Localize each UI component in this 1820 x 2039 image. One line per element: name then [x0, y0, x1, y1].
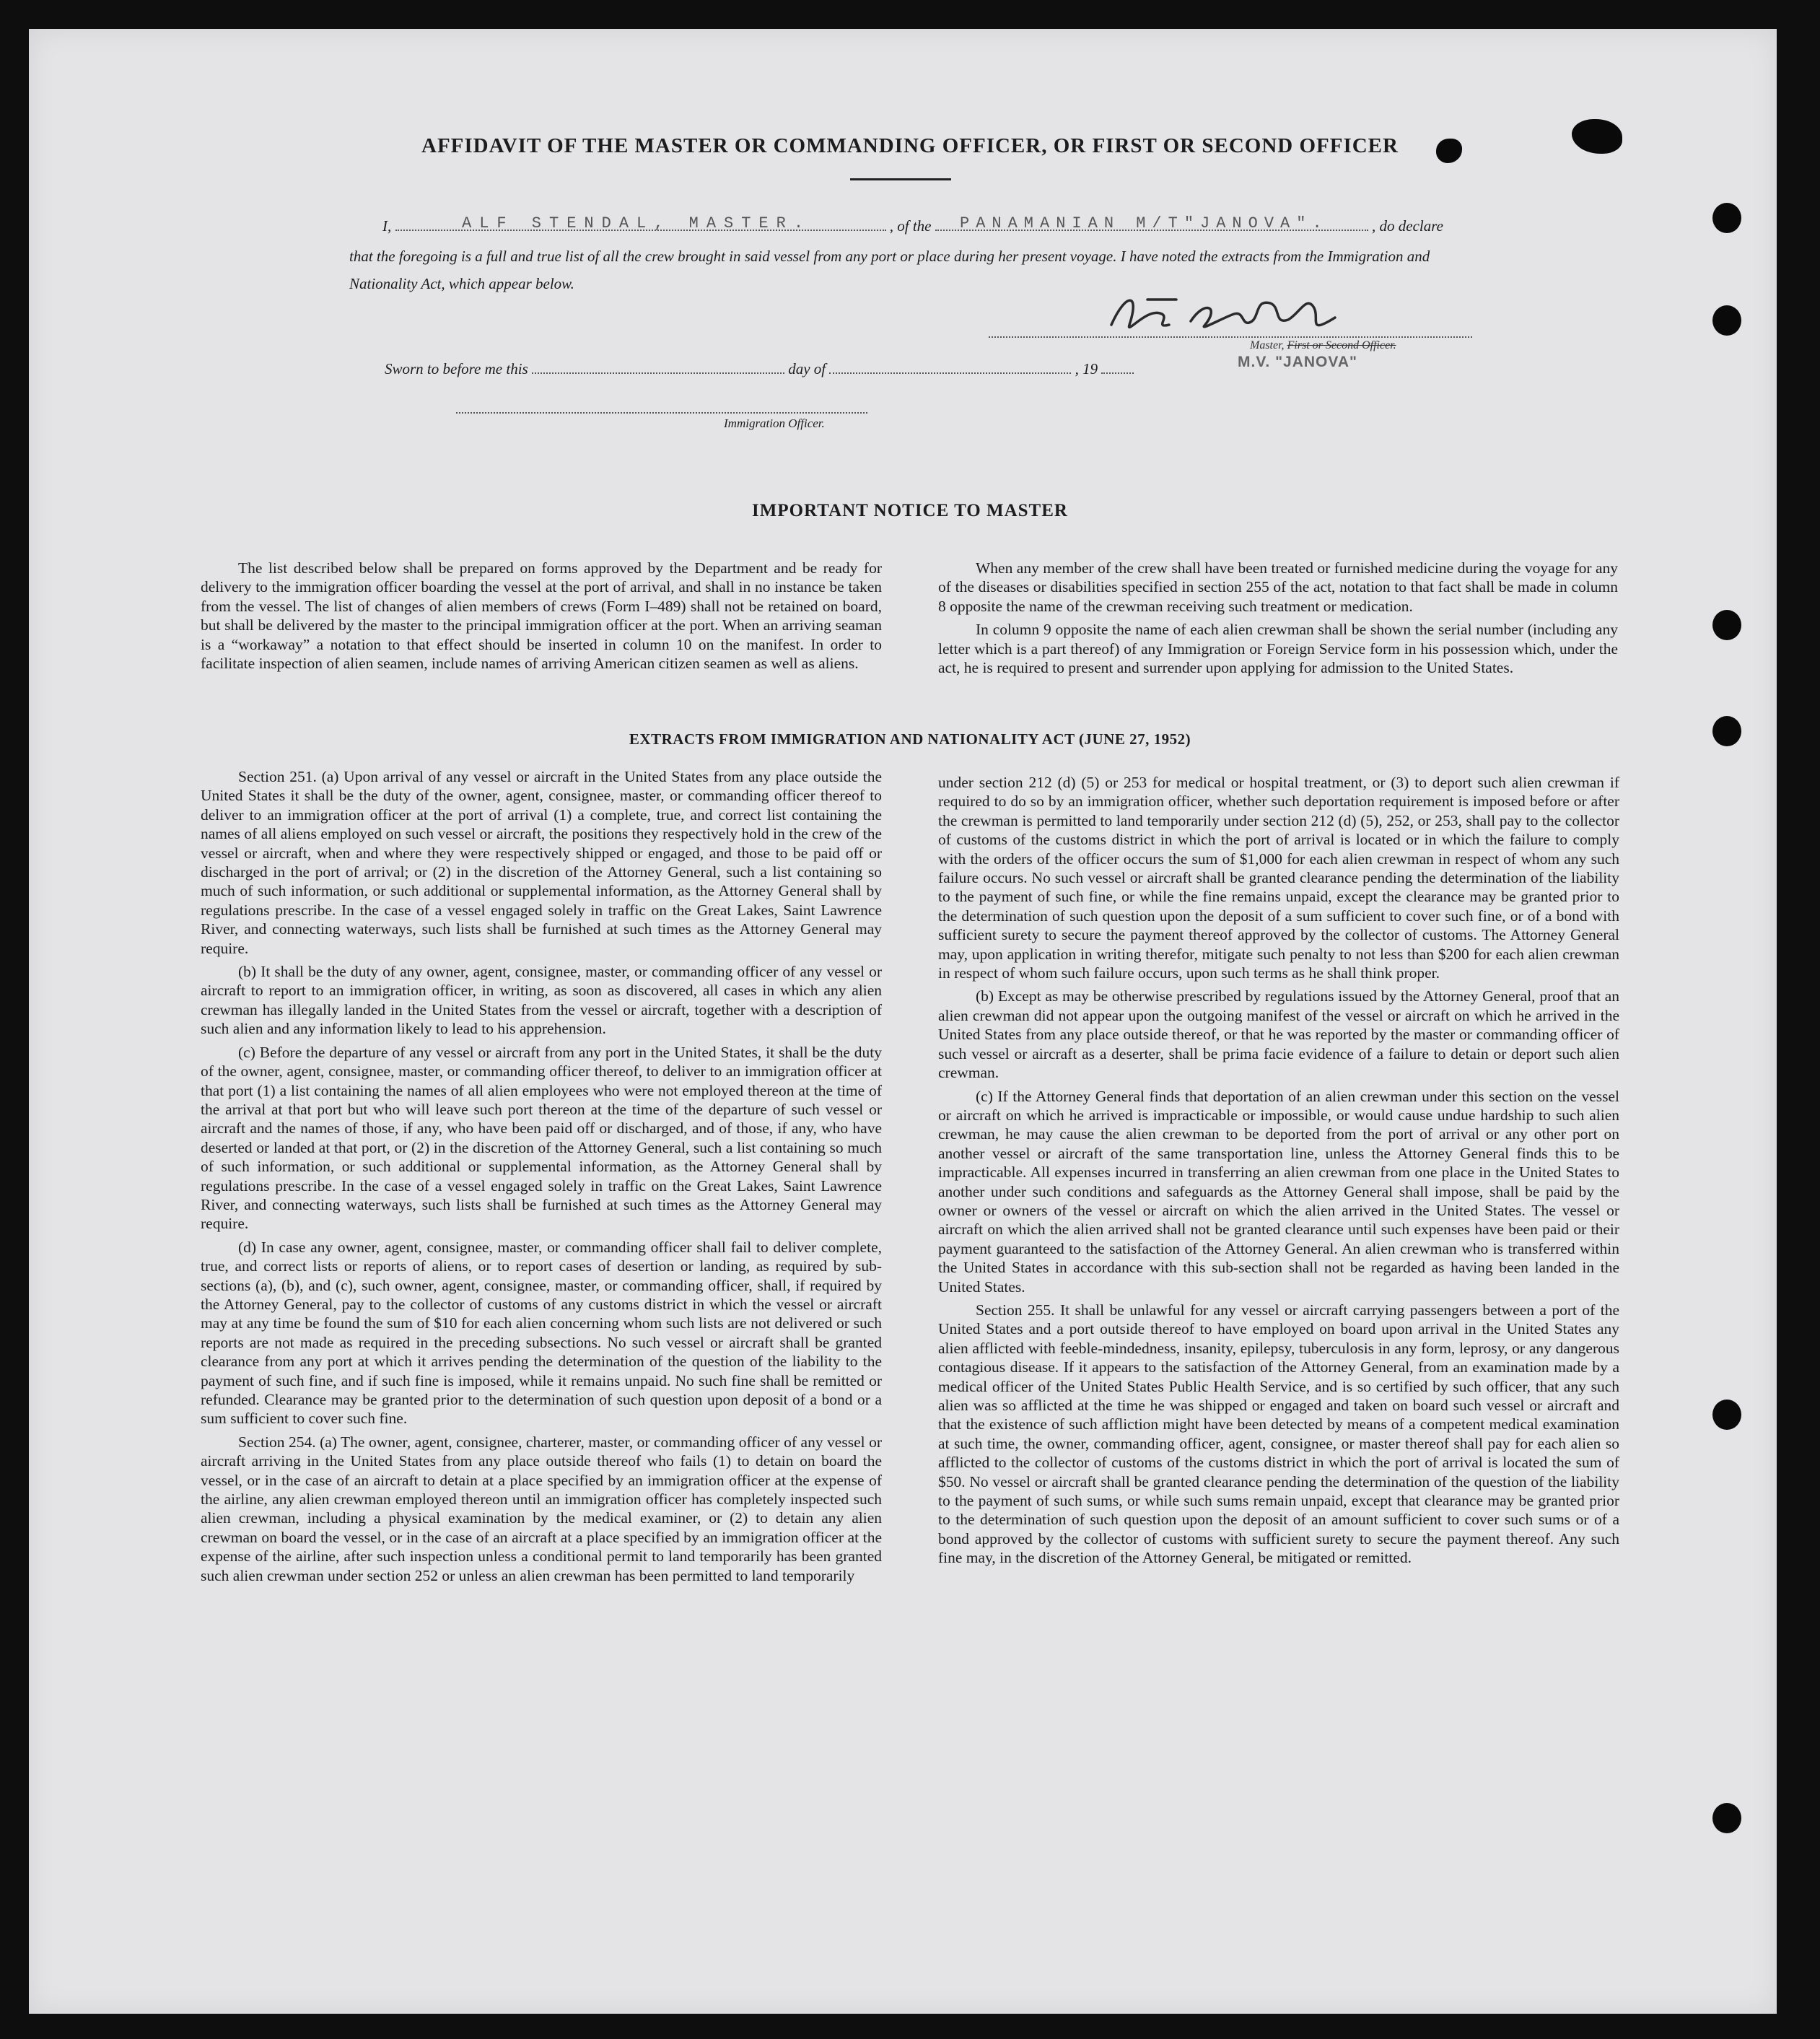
sworn-day-field[interactable] — [532, 359, 784, 374]
master-label: Master, — [1250, 339, 1285, 352]
punch-hole — [1712, 1400, 1741, 1430]
affidavit-title: AFFIDAVIT OF THE MASTER OR COMMANDING OFFICER, OR FIRST OR SECOND OFFICER — [421, 134, 1399, 157]
punch-hole — [1712, 305, 1741, 336]
day-of-label: day of — [788, 360, 826, 377]
section-254-a-continued: under section 212 (d) (5) or 253 for medical or hospital treatment, or (3) to deport such alien crewman if required to do so by an immigration officer, whether such deportation requirement is imposed before or after the crewman is permitted to land temporarily under section 212 (d) (5), 252, or 253, shall pay to the collector of customs of the customs district in which the port of arrival is located or in which the failure to comply with the orders of the officer occurs the sum of $1,000 for each alien crewman in respect of whom any such failure occurs. No such vessel or aircraft shall be granted clearance pending the determination of the liability to the payment of such fine, or while the fine remains unpaid, except the clearance may be granted prior to the determination of such question upon the deposit of a sum sufficient to cover such fine, or of a bond with sufficient surety to secure the payment thereof approved by the collector of customs. The Attorney General may, upon application in writing therefor, mitigate such penalty to not less than $200 for each alien crewman in respect of whom such failure occurs, upon such terms as he shall think proper. — [938, 774, 1619, 982]
section-254-b: (b) Except as may be otherwise prescribed by regulations issued by the Attorney General, proof that an alien crewman did not appear upon the outgoing manifest of the vessel or aircraft on which he arrived in the United States from any place outside thereof, or that he was reported by the master or commanding officer of such vessel or aircraft as a deserter, shall be prima facie evidence of a failure to detain or deport such alien crewman. — [938, 987, 1619, 1082]
section-255: Section 255. It shall be unlawful for any vessel or aircraft carrying passengers between a port of the United States and a port outside thereof to have employed on board upon arrival in the United States any alien afflicted with feeble-mindedness, insanity, epilepsy, tuberculosis in any form, leprosy, or any dangerous contagious disease. If it appears to the satisfaction of the Attorney General, from an examination made by a medical officer of the United States Public Health Service, and is so certified by such officer, that any such alien was so afflicted at the time he was shipped or engaged and taken on board such vessel or aircraft and that the existence of such affliction might have been detected by means of a competent medical examination at such time, the owner, commanding officer, agent, consignee, or master thereof shall pay for each alien so afflicted to the collector of customs of the customs district in which the port of arrival is located the sum of $50. No vessel or aircraft shall be granted clearance pending the determination of the question of the liability to the payment of such sums, or while such sums remain unpaid, except that clearance may be granted prior to the determination of such question upon the deposit of an amount sufficient to cover such sums or of a bond approved by the collector of customs with sufficient surety to secure the payment thereof. Any such fine may, in the discretion of the Attorney General, be mitigated or remitted. — [938, 1301, 1619, 1567]
i-label: I, — [382, 217, 392, 235]
notice-left-column — [201, 559, 882, 677]
vessel-name-typed: PANAMANIAN M/T"JANOVA". — [960, 214, 1329, 232]
year-label: , 19 — [1075, 360, 1098, 377]
section-251-a: Section 251. (a) Upon arrival of any vessel or aircraft in the United States from any place outside the United States it shall be the duty of the owner, agent, consignee, master, or commanding officer thereof to deliver to an immigration officer at the port of arrival (1) a complete, true, and correct list containing the names of all aliens employed on such vessel or aircraft, the positions they respectively hold in the crew of the vessel or aircraft, when and where they were respectively shipped or engaged, and those to be paid off or discharged in the port of arrival; or (2) in the discretion of the Attorney General, such a list containing so much of such information, or such additional or supplemental information, as the Attorney General shall by regulations prescribe. In the case of a vessel engaged solely in traffic on the Great Lakes, Saint Lawrence River, and connecting waterways, such lists shall be furnished at such times as the Attorney General may require. — [201, 768, 882, 957]
punch-hole — [1712, 1803, 1741, 1833]
affidavit-statement: that the foregoing is a full and true list of all the crew brought in said vessel from any port or place during her present voyage. I have noted the extracts from the Immigration and Nationality Act, which appear below. — [349, 248, 1430, 292]
vessel-stamp: M.V. "JANOVA" — [1238, 354, 1357, 370]
section-254-a: Section 254. (a) The owner, agent, consignee, charterer, master, or commanding officer of any vessel or aircraft arriving in the United States from any place outside thereof who fails (1) to detain on board the vessel, or in the case of an aircraft to detain at a place specified by an immigration officer at the expense of the airline, any alien crewman employed thereon until an immigration officer has completely inspected such alien crewman, including a physical examination by the medical examiner, or (2) to detain any alien crewman on board the vessel, or in the case of an aircraft at a place specified by an immigration officer at the expense of the airline, after such inspection unless a conditional permit to land temporarily has been granted such alien crewman under section 252 or unless an alien crewman has been permitted to land temporarily — [201, 1433, 882, 1584]
master-signature — [1097, 285, 1357, 343]
struck-officer-label: First or Second Officer. — [1287, 339, 1396, 352]
punch-hole — [1712, 610, 1741, 640]
sworn-month-field[interactable] — [829, 359, 1071, 374]
of-the-label: , of the — [889, 217, 932, 235]
section-251-d: (d) In case any owner, agent, consignee, master, or commanding officer shall fail to deliver complete, true, and correct lists or reports of aliens, or to report cases of desertion or landing, as required by sub-sections (a), (b), and (c), such owner, agent, consignee, master, or commanding officer, shall, if required by the Attorney General, pay to the collector of customs of any customs district in which the vessel or aircraft may at any time be found the sum of $10 for each alien concerning whom such lists are not delivered or such reports are not made as required in the preceding subsections. No such vessel or aircraft shall be granted clearance from any port at which it arrives pending the determination of the question of the liability to the payment of such fine, and if such fine is imposed, while it remains unpaid. No such fine shall be remitted or refunded. Clearance may be granted prior to the determination of such question upon deposit of a bond or a sum sufficient to cover such fine. — [201, 1238, 882, 1428]
notice-right-p2: In column 9 opposite the name of each alien crewman shall be shown the serial number (including any letter which is a part thereof) of any Immigration or Foreign Service form in his possession which, under the act, he is required to present and surrender upon applying for admission to the United States. — [938, 621, 1618, 677]
immigration-officer-line[interactable] — [456, 412, 867, 414]
notice-right-column — [938, 559, 1618, 681]
signature-line[interactable] — [989, 336, 1472, 338]
notice-left-text: The list described below shall be prepared on forms approved by the Department and be ready for delivery to the immigration officer boarding the vessel at the port of arrival, and shall in no instance be taken from the vessel. The list of changes of alien members of crews (Form I–489) shall not be retained on board, but shall be delivered by the master to the principal immigration officer at the port. When an arriving seaman is a “workaway” a notation to that effect should be inserted in column 10 on the manifest. In order to facilitate inspection of alien seamen, include names of arriving American citizen seamen as well as aliens. — [201, 559, 882, 673]
sworn-line — [385, 359, 1134, 378]
punch-hole — [1712, 203, 1741, 233]
section-251-c: (c) Before the departure of any vessel or aircraft from any port in the United States, it shall be the duty of the owner, agent, consignee, master, or commanding officer thereof, to deliver to an immigration officer at that port (1) a list containing the names of all alien employees who were not employed thereon at the time of the arrival at that port but who will leave such port thereon at the time of the departure of such vessel or aircraft and the names of those, if any, who have been paid off or discharged, and of those, if any, who have deserted or landed at that port, or (2) in the discretion of the Attorney General, such a list containing so much of such information, or such additional or supplemental information, as the Attorney General shall by regulations prescribe. In the case of a vessel engaged solely in traffic on the Great Lakes, Saint Lawrence River, and connecting waterways, such lists shall be furnished at such times as the Attorney General may require. — [201, 1043, 882, 1233]
sworn-label: Sworn to before me this — [385, 360, 528, 377]
title-rule — [850, 178, 951, 180]
notice-right-p1: When any member of the crew shall have been treated or furnished medicine during the voyage for any of the diseases or disabilities specified in section 255 of the act, notation to that fact shall be made in column 8 opposite the name of the crewman receiving such treatment or medication. — [938, 559, 1618, 615]
master-name-typed: ALF STENDAL, MASTER. — [462, 214, 812, 232]
master-officer-label — [1250, 339, 1396, 352]
notice-heading: IMPORTANT NOTICE TO MASTER — [752, 501, 1068, 520]
extracts-heading: EXTRACTS FROM IMMIGRATION AND NATIONALITY ACT (JUNE 27, 1952) — [629, 730, 1191, 748]
sworn-year-field[interactable] — [1101, 359, 1134, 374]
extracts-left-column — [201, 767, 882, 1589]
section-254-c: (c) If the Attorney General finds that deportation of an alien crewman under this section on the vessel or aircraft on which he arrived is impracticable or impossible, or would cause undue hardship to such alien crewman, he may cause the alien crewman to be deported from the port of arrival or any other port on another vessel or aircraft of the same transportation line, unless the Attorney General finds this to be impracticable. All expenses incurred in transferring an alien crewman from one place in the United States to another under such conditions and safeguards as the Attorney General shall impose, shall be paid by the owner or owners of the vessel or aircraft on which the alien arrived in the United States. The vessel or aircraft on which the alien arrived shall not be granted clearance until such expenses have been paid or their payment guaranteed to the satisfaction of the Attorney General. An alien crewman who is transferred within the United States in accordance with this sub-section shall not be regarded as having been landed in the United States. — [938, 1087, 1619, 1296]
immigration-officer-label: Immigration Officer. — [724, 416, 825, 430]
declare-label: , do declare — [1372, 217, 1443, 235]
extracts-right-column — [938, 773, 1619, 1572]
section-251-b: (b) It shall be the duty of any owner, agent, consignee, master, or commanding officer of any vessel or aircraft to report to an immigration officer, in writing, as soon as discovered, all cases in which any alien crewman has illegally landed in the United States from the vessel or aircraft, together with a description of such alien and any information likely to lead to his apprehension. — [201, 963, 882, 1038]
